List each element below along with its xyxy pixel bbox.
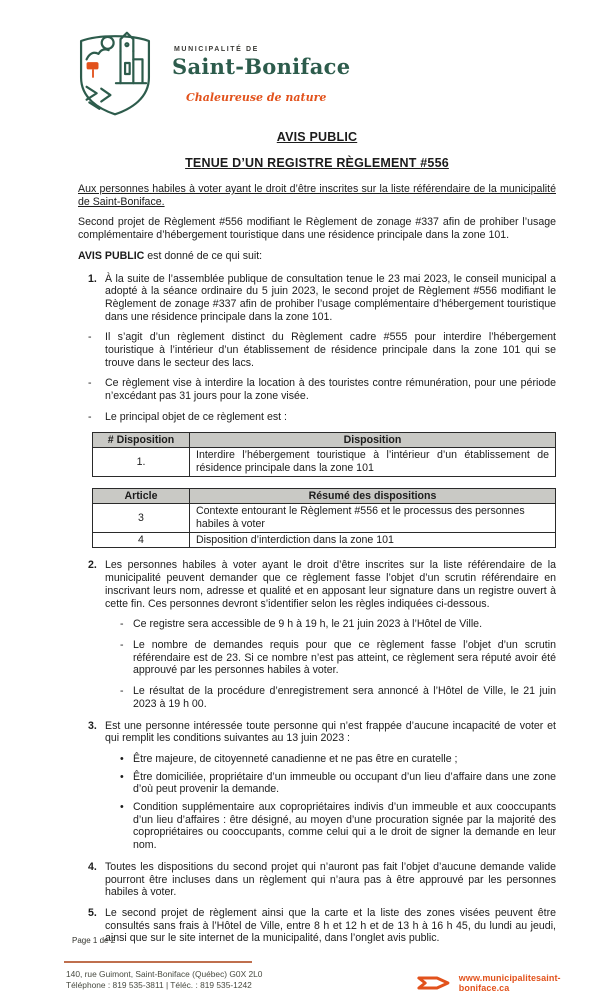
- bullet-item-2: [78, 771, 556, 796]
- page-number: Page 1 de 2: [72, 936, 116, 945]
- list-marker: -: [88, 410, 92, 423]
- notice-body: [78, 130, 556, 953]
- bullet-marker: •: [120, 801, 124, 814]
- footer-address-block: [66, 969, 262, 991]
- articles-table: [92, 488, 556, 549]
- bullet-item-1: [78, 753, 556, 766]
- list-marker: 5.: [88, 906, 97, 919]
- logo-name: Saint-Boniface: [172, 54, 351, 79]
- table-header-cell: Article: [93, 488, 190, 504]
- list-marker: 3.: [88, 719, 97, 732]
- list-marker: 4.: [88, 860, 97, 873]
- avis-lead: [78, 250, 556, 263]
- list-marker: -: [120, 638, 124, 651]
- table-cell: Contexte entourant le Règlement #556 et le processus des personnes habiles à voter: [190, 504, 556, 532]
- table-header-row: [93, 488, 556, 504]
- table-row: [93, 504, 556, 532]
- item-text: Il s’agit d’un règlement distinct du Règlement cadre #555 pour interdire l’hébergement touristique à l’intérieur d’un établissement de résidence principale dans la zone 101 qui se trouve dans le secteur des lacs.: [105, 331, 556, 369]
- item-text: Le principal objet de ce règlement est :: [105, 410, 287, 423]
- table-cell: Interdire l’hébergement touristique à l’intérieur d’un établissement de résidence principale dans la zone 101: [190, 448, 556, 476]
- numbered-item-4: [78, 861, 556, 899]
- footer-address: 140, rue Guimont, Saint-Boniface (Québec) G0X 2L0: [66, 969, 263, 979]
- list-marker: -: [120, 618, 124, 631]
- item-text: Le résultat de la procédure d’enregistrement sera annoncé à l’Hôtel de Ville, le 21 juin 2023 à 19 h 00.: [133, 685, 556, 710]
- logo-authority: MUNICIPALITÉ DE: [174, 46, 259, 53]
- notice-subtitle: TENUE D’UN REGISTRE RÈGLEMENT #556: [185, 156, 449, 170]
- intro-addressees: Aux personnes habiles à voter ayant le droit d’être inscrites sur la liste référendaire de la municipalité de Saint-Boniface.: [78, 183, 556, 208]
- table-row: [93, 532, 556, 548]
- item-text: Toutes les dispositions du second projet qui n’auront pas fait l’objet d’aucune demande valide pourront être incluses dans un règlement qui n’aura pas à être approuvé par les personnes habiles à voter.: [105, 860, 556, 899]
- bullet-marker: •: [120, 770, 124, 783]
- intro-subject: Second projet de Règlement #556 modifiant le Règlement de zonage #337 afin de prohiber l’usage complémentaire d’hébergement touristique dans une résidence principale dans la zone 101.: [78, 216, 556, 242]
- list-marker: -: [88, 377, 92, 390]
- item-text: Être majeure, de citoyenneté canadienne et ne pas être en curatelle ;: [133, 752, 458, 765]
- dash-item-3: [78, 411, 556, 424]
- item-text: Ce règlement vise à interdire la location à des touristes contre rémunération, pour une période n’excédant pas 31 jours pour la zone visée.: [105, 377, 556, 403]
- list-marker: -: [120, 685, 124, 698]
- notice-title: AVIS PUBLIC: [276, 130, 358, 144]
- letterhead: [72, 30, 350, 118]
- numbered-item-5: [78, 907, 556, 945]
- item-text: Est une personne intéressée toute personne qui n’est frappée d’aucune incapacité de voter et qui remplit les conditions suivantes au 13 juin 2023 :: [105, 719, 556, 745]
- letterhead-text: [172, 30, 350, 104]
- table-header-cell: Disposition: [190, 432, 556, 448]
- numbered-item-2: [78, 559, 556, 610]
- municipal-crest-icon: [72, 30, 158, 118]
- website-url: www.municipalitesaint-boniface.ca: [458, 973, 561, 993]
- avis-lead-rest: est donné de ce qui suit:: [144, 249, 263, 262]
- avis-lead-bold: AVIS PUBLIC: [78, 249, 145, 262]
- item-text: Le second projet de règlement ainsi que la carte et la liste des zones visées peuvent être consultés sans frais à l’Hôtel de Ville, entre 8 h et 12 h et de 13 h à 16 h 45, du lundi au jeudi, ainsi que sur le site internet de la municipalité, dans l’onglet avis public.: [105, 906, 556, 945]
- sub-dash-item-3: [78, 685, 556, 710]
- table-cell: 3: [93, 504, 190, 532]
- dash-item-1: [78, 331, 556, 369]
- list-marker: 2.: [88, 559, 97, 572]
- table-header-cell: # Disposition: [93, 432, 190, 448]
- sub-dash-item-2: [78, 639, 556, 677]
- footer-phone: Téléphone : 819 535-3811 | Téléc. : 819 535-1242: [66, 980, 252, 990]
- table-row: [93, 448, 556, 476]
- footer-website: [416, 973, 606, 993]
- list-marker: -: [88, 331, 92, 344]
- item-text: Les personnes habiles à voter ayant le droit d’être inscrites sur la liste référendaire de la municipalité peuvent demander que ce règlement fasse l’objet d’un scrutin référendaire en inscrivant leurs nom, adresse et qualité et en apposant leur signature dans un registre ouvert à cette fin. Ces personnes devront s’identifier selon les règles indiquées ci-dessous.: [105, 559, 556, 610]
- table-header-cell: Résumé des dispositions: [190, 488, 556, 504]
- item-text: Ce registre sera accessible de 9 h à 19 h, le 21 juin 2023 à l’Hôtel de Ville.: [133, 618, 483, 631]
- item-text: Condition supplémentaire aux copropriétaires indivis d’un immeuble et aux cooccupants d’un lieu d’affaires : être désigné, au moyen d’une procuration signée par la majorité des copropriétaires ou cooccupants, comme celui qui a le droit de signer la demande en leur nom.: [133, 801, 556, 852]
- table-cell: 1.: [93, 448, 190, 476]
- dash-item-2: [78, 377, 556, 402]
- numbered-item-1: [78, 273, 556, 324]
- bullet-marker: •: [120, 752, 124, 765]
- table-cell: 4: [93, 532, 190, 548]
- logo-tagline: Chaleureuse de nature: [186, 91, 327, 104]
- table-header-row: [93, 432, 556, 448]
- disposition-table: [92, 432, 556, 477]
- item-text: Le nombre de demandes requis pour que ce règlement fasse l’objet d’un scrutin référendaire est de 23. Si ce nombre n’est pas atteint, ce règlement sera réputé avoir été approuvé par les personnes habiles à voter.: [133, 638, 556, 677]
- bullet-item-3: [78, 801, 556, 852]
- table-cell: Disposition d’interdiction dans la zone 101: [190, 532, 556, 548]
- sub-dash-item-1: [78, 618, 556, 631]
- item-text: Être domiciliée, propriétaire d’un immeuble ou occupant d’un lieu d’affaire dans une zone d’où peut provenir la demande.: [133, 770, 556, 796]
- list-marker: 1.: [88, 272, 97, 285]
- item-text: À la suite de l’assemblée publique de consultation tenue le 23 mai 2023, le conseil municipal a adopté à la séance ordinaire du 5 juin 2023, le second projet de Règlement #556 modifiant le Règlement de zonage #337 afin de prohiber l’usage complémentaire d’hébergement touristique dans une résidence principale dans la zone 101.: [105, 272, 556, 323]
- website-arrow-icon: [416, 973, 451, 993]
- footer-divider: [64, 961, 252, 963]
- numbered-item-3: [78, 720, 556, 745]
